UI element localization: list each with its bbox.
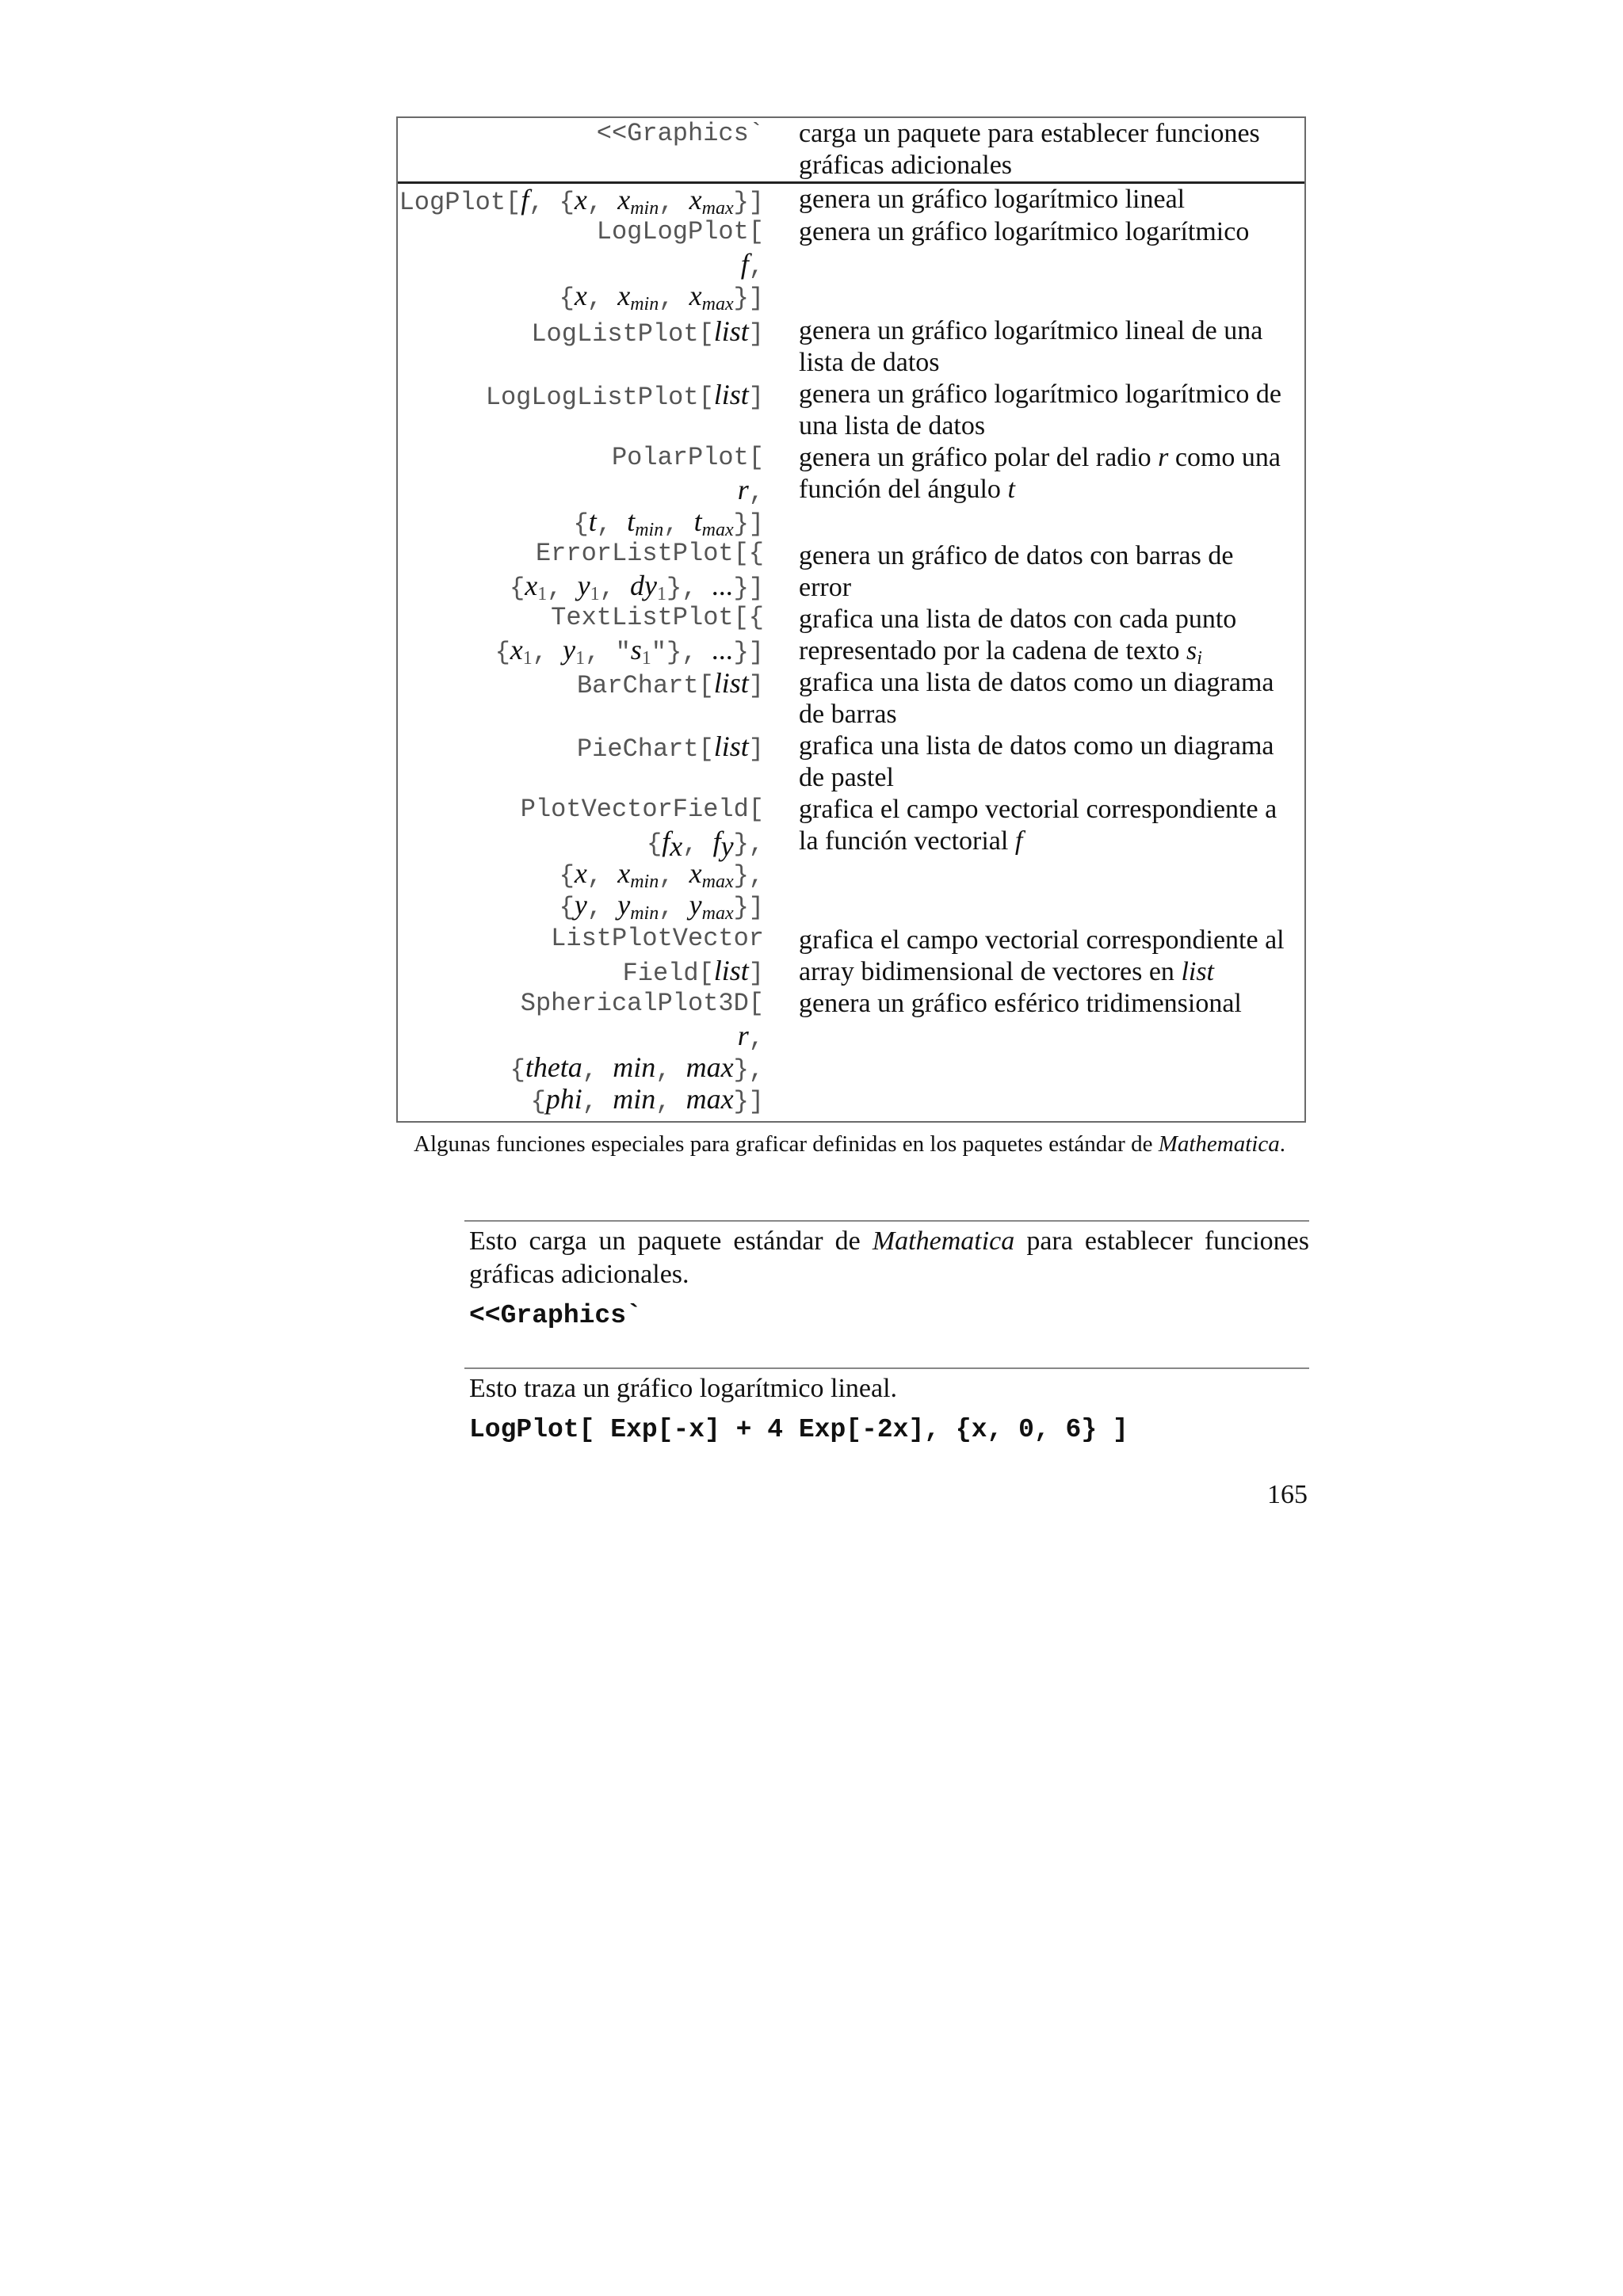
- desc-polarplot-line-1: genera un gráfico polar del radio r como una: [799, 443, 1281, 472]
- input-cell-logplot[interactable]: LogPlot[ Exp[-x] + 4 Exp[-2x], {x, 0, 6} ]: [469, 1415, 1128, 1444]
- code-logplot: LogPlot[f, {x, $x_{min}$, $x_{max}$}]: [399, 184, 764, 219]
- code-polarplot-range: {t, $t_{min}$, $t_{max}$}]: [573, 505, 764, 540]
- code-polarplot-arg-r: r,: [737, 474, 764, 507]
- code-textlistplot-args: {$x_1$, $y_1$, "$s_1$"}, ...}]: [495, 634, 764, 669]
- desc-logloglistplot-line-1: genera un gráfico logarítmico logarítmico de: [799, 379, 1281, 409]
- code-plotvectorfield: PlotVectorField[: [520, 795, 764, 824]
- code-loglogplot-arg-f: f,: [740, 248, 764, 281]
- code-textlistplot: TextListPlot[{: [551, 603, 764, 632]
- section-rule-1: [464, 1220, 1309, 1222]
- code-logloglistplot: LogLogListPlot[list]: [485, 379, 764, 412]
- desc-row-0-line-2: gráficas adicionales: [799, 151, 1013, 180]
- code-loglistplot: LogListPlot[list]: [531, 315, 764, 349]
- section-1-text-after: para establecer funciones gráficas adicionales.: [469, 1226, 1310, 1289]
- desc-sphericalplot3d: genera un gráfico esférico tridimensional: [799, 989, 1242, 1018]
- desc-plotvectorfield-line-1: grafica el campo vectorial correspondiente a: [799, 795, 1277, 824]
- desc-loglistplot-line-1: genera un gráfico logarítmico lineal de una: [799, 316, 1263, 345]
- code-errorlistplot-args: {$x_1$, $y_1$, $dy_1$}, ...}]: [510, 570, 764, 605]
- table-caption: [414, 1130, 1295, 1158]
- desc-errorlistplot-line-2: error: [799, 573, 852, 602]
- desc-barchart-line-1: grafica una lista de datos como un diagrama: [799, 668, 1274, 697]
- section-1-text-before: Esto carga un paquete estándar de: [469, 1226, 861, 1256]
- code-barchart: BarChart[list]: [576, 667, 764, 700]
- caption-text: Algunas funciones especiales para graficar definidas en los paquetes estándar de: [414, 1131, 1153, 1157]
- desc-listplotvectorfield-line-1: grafica el campo vectorial correspondiente al: [799, 925, 1285, 955]
- section-1-text: [469, 1225, 1309, 1291]
- desc-textlistplot-line-2: representado por la cadena de texto $s_i$: [799, 636, 1202, 669]
- desc-piechart-line-2: de pastel: [799, 763, 894, 792]
- code-sphericalplot3d-theta: {theta, min, max},: [510, 1051, 764, 1085]
- code-listplotvectorfield-cont: Field[list]: [622, 955, 764, 988]
- caption-italic: Mathematica: [1158, 1131, 1280, 1157]
- code-loglogplot-range: {x, $x_{min}$, $x_{max}$}]: [559, 280, 764, 315]
- desc-loglogplot: genera un gráfico logarítmico logarítmico: [799, 217, 1250, 246]
- code-plotvectorfield-xrange: {x, $x_{min}$, $x_{max}$},: [559, 857, 764, 892]
- functions-table: [396, 116, 1306, 1123]
- caption-end: .: [1279, 1131, 1285, 1157]
- code-errorlistplot: ErrorListPlot[{: [535, 539, 764, 568]
- code-listplotvectorfield: ListPlotVector: [551, 924, 764, 953]
- code-sphericalplot3d: SphericalPlot3D[: [520, 989, 764, 1018]
- section-1-italic: Mathematica: [872, 1226, 1015, 1256]
- desc-textlistplot-line-1: grafica una lista de datos con cada punto: [799, 605, 1237, 634]
- desc-loglistplot-line-2: lista de datos: [799, 348, 940, 377]
- code-sphericalplot3d-phi: {phi, min, max}]: [530, 1083, 764, 1116]
- section-rule-2: [464, 1367, 1309, 1369]
- desc-logloglistplot-line-2: una lista de datos: [799, 411, 986, 441]
- desc-errorlistplot-line-1: genera un gráfico de datos con barras de: [799, 541, 1234, 570]
- code-polarplot: PolarPlot[: [611, 443, 764, 472]
- desc-piechart-line-1: grafica una lista de datos como un diagrama: [799, 731, 1274, 761]
- desc-barchart-line-2: de barras: [799, 700, 897, 729]
- desc-polarplot-line-2: función del ángulo t: [799, 475, 1015, 504]
- code-graphics-package: <<Graphics`: [596, 119, 764, 148]
- input-cell-graphics[interactable]: <<Graphics`: [469, 1301, 642, 1330]
- code-piechart: PieChart[list]: [576, 730, 764, 764]
- code-loglogplot: LogLogPlot[: [596, 217, 764, 246]
- code-sphericalplot3d-arg-r: r,: [737, 1020, 764, 1053]
- page-number: 165: [1267, 1480, 1308, 1509]
- desc-listplotvectorfield-line-2: array bidimensional de vectores en list: [799, 957, 1215, 986]
- desc-row-0-line-1: carga un paquete para establecer funciones: [799, 119, 1260, 148]
- code-plotvectorfield-yrange: {y, $y_{min}$, $y_{max}$}]: [559, 889, 764, 924]
- section-2-text: Esto traza un gráfico logarítmico lineal.: [469, 1374, 898, 1403]
- desc-logplot: genera un gráfico logarítmico lineal: [799, 185, 1186, 214]
- code-plotvectorfield-components: {$f_x$, $f_y$},: [646, 826, 764, 862]
- desc-plotvectorfield-line-2: la función vectorial f: [799, 826, 1023, 856]
